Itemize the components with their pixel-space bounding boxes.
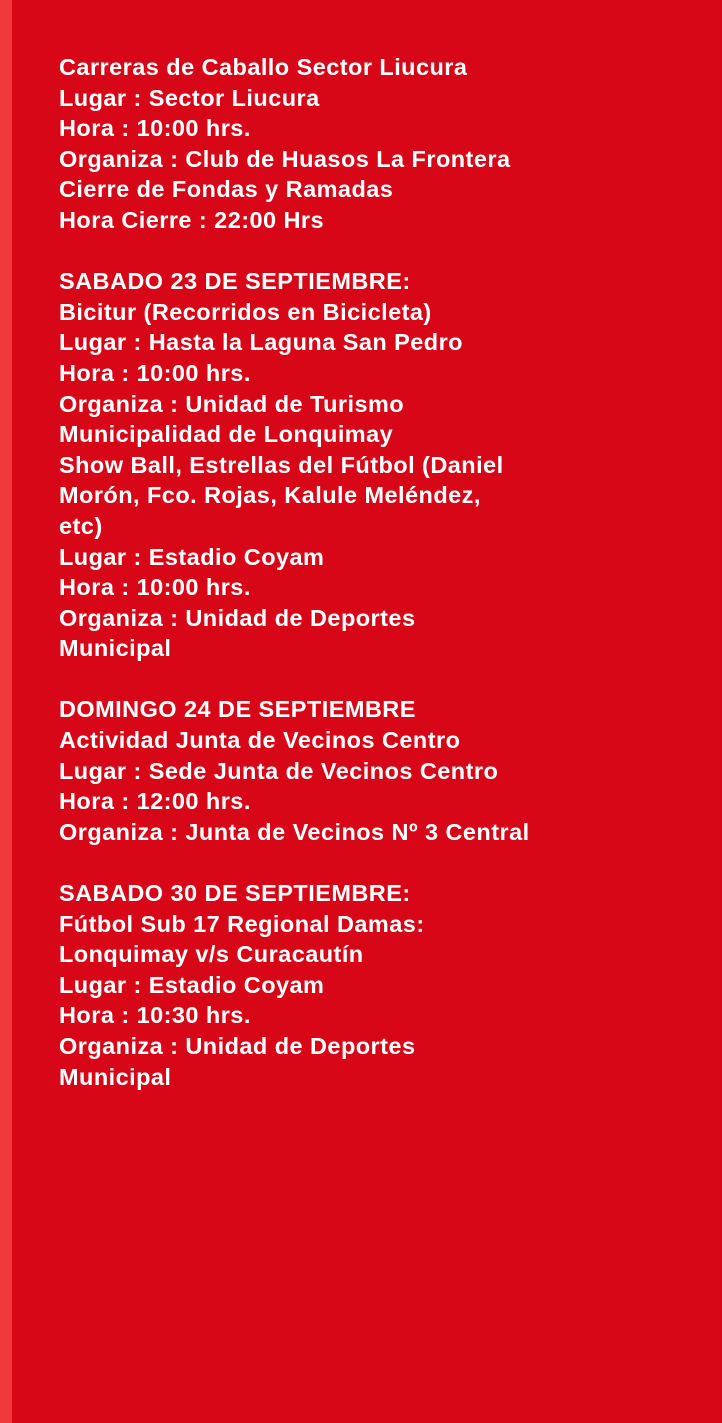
event-line: Lugar : Estadio Coyam (59, 971, 325, 998)
left-edge-strip (0, 0, 12, 1423)
event-line: Morón, Fco. Rojas, Kalule Meléndez, (59, 482, 481, 509)
event-section-fiestas-patrias (59, 52, 709, 236)
event-line: Actividad Junta de Vecinos Centro (59, 727, 461, 754)
event-line: Hora : 10:00 hrs. (59, 115, 251, 142)
event-line: Organiza : Unidad de Turismo (59, 390, 405, 417)
event-section-sabado-23 (59, 266, 709, 664)
event-line: Fútbol Sub 17 Regional Damas: (59, 910, 425, 937)
event-line: Organiza : Unidad de Deportes (59, 604, 416, 631)
event-section-domingo-24 (59, 694, 709, 847)
event-line: Municipalidad de Lonquimay (59, 421, 394, 448)
event-line: Carreras de Caballo Sector Liucura (59, 54, 468, 80)
event-schedule (59, 52, 709, 1123)
event-line: Lugar : Hasta la Laguna San Pedro (59, 329, 463, 356)
event-line: Hora : 10:30 hrs. (59, 1002, 251, 1029)
event-line: etc) (59, 512, 103, 539)
event-line: Organiza : Club de Huasos La Frontera (59, 145, 511, 172)
event-line: Lugar : Estadio Coyam (59, 543, 325, 570)
event-line: Lonquimay v/s Curacautín (59, 941, 364, 968)
event-line: Lugar : Sector Liucura (59, 84, 320, 111)
event-line: Municipal (59, 1063, 172, 1090)
date-heading: SABADO 23 DE SEPTIEMBRE: (59, 268, 411, 295)
date-heading: DOMINGO 24 DE SEPTIEMBRE (59, 696, 416, 723)
event-line: Cierre de Fondas y Ramadas (59, 176, 394, 203)
event-line: Hora : 10:00 hrs. (59, 359, 251, 386)
event-line: Hora : 10:00 hrs. (59, 574, 251, 601)
event-section-sabado-30 (59, 878, 709, 1092)
event-line: Show Ball, Estrellas del Fútbol (Daniel (59, 451, 504, 478)
event-line: Lugar : Sede Junta de Vecinos Centro (59, 757, 499, 784)
event-line: Hora Cierre : 22:00 Hrs (59, 206, 325, 233)
date-heading: SABADO 30 DE SEPTIEMBRE: (59, 880, 411, 907)
event-line: Municipal (59, 635, 172, 662)
event-line: Hora : 12:00 hrs. (59, 788, 251, 815)
event-line: Organiza : Unidad de Deportes (59, 1033, 416, 1059)
event-line: Organiza : Junta de Vecinos Nº 3 Central (59, 818, 530, 845)
event-line: Bicitur (Recorridos en Bicicleta) (59, 298, 432, 325)
